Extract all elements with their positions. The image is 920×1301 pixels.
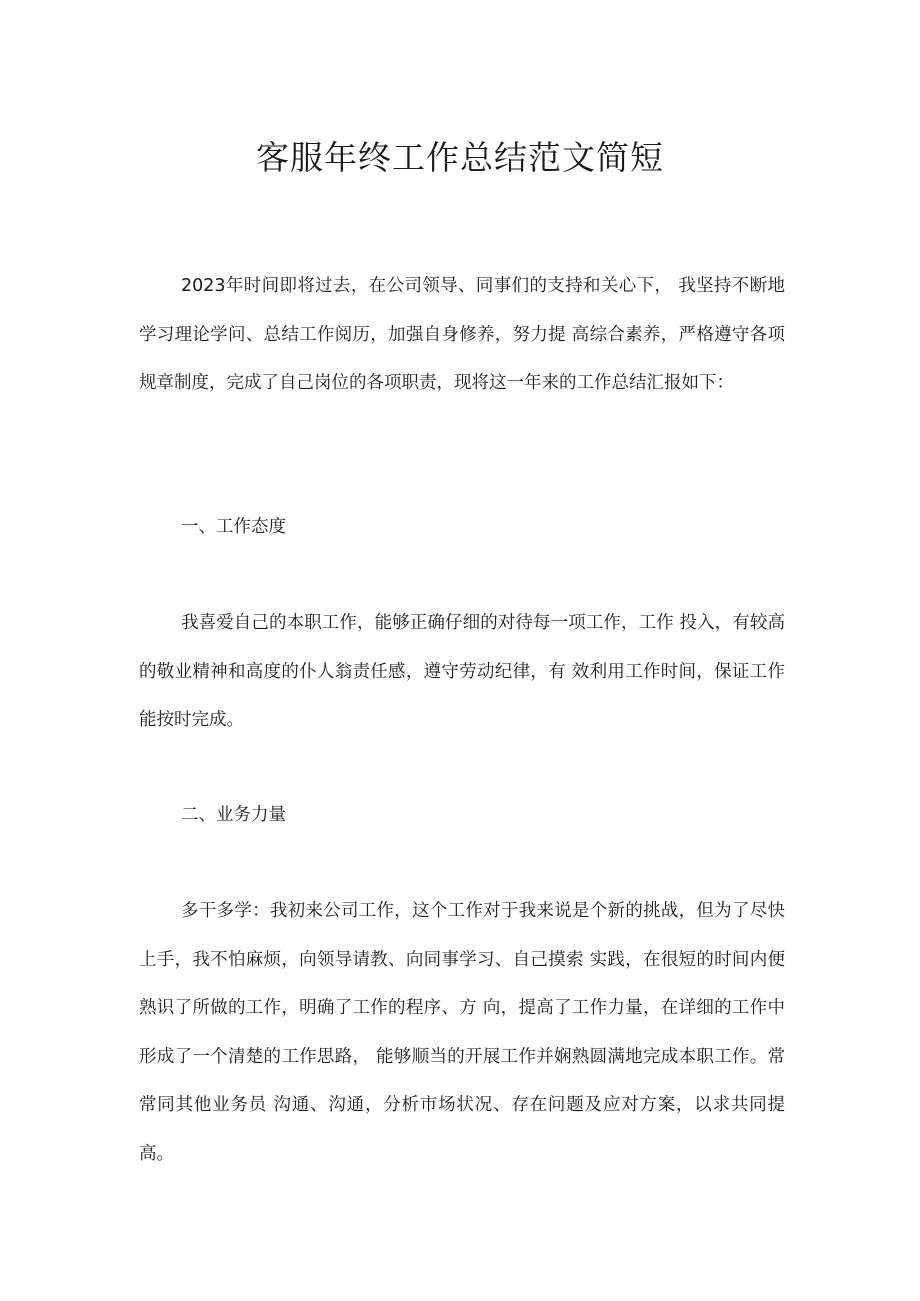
section-heading-business-ability: 二、业务力量 <box>181 805 286 825</box>
work-attitude-paragraph: 我喜爱自己的本职工作，能够正确仔细的对待每一项工作，工作 投入，有较高的敬业精神和高度的仆人翁责任感，遵守劳动纪律，有 效利用工作时间，保证工作能按时完成。 <box>139 613 785 730</box>
business-ability-paragraph: 多干多学：我初来公司工作，这个工作对于我来说是个新的挑战，但为了尽快上手，我不怕麻烦，向领导请教、向同事学习、自己摸索 实践，在很短的时间内便熟识了所做的工作，明确了工作的程序、方 向，提高了工作力量，在详细的工作中形成了一个清楚的工作思路， 能够顺当的开展工作并娴熟圆满地完成本职工作。常常同其他业务员 沟通、沟通，分析市场状况、存在问题及应对方案，以求共同提高。 <box>139 901 785 1164</box>
document-title: 客服年终工作总结范文简短 <box>256 138 664 177</box>
section-heading-work-attitude: 一、工作态度 <box>181 517 286 537</box>
intro-paragraph: 2023年时间即将过去，在公司领导、同事们的支持和关心下， 我坚持不断地学习理论学问、总结工作阅历，加强自身修养，努力提 高综合素养，严格遵守各项规章制度，完成了自己岗位的各项职责，现将这一年来的工作总结汇报如下： <box>139 276 785 393</box>
